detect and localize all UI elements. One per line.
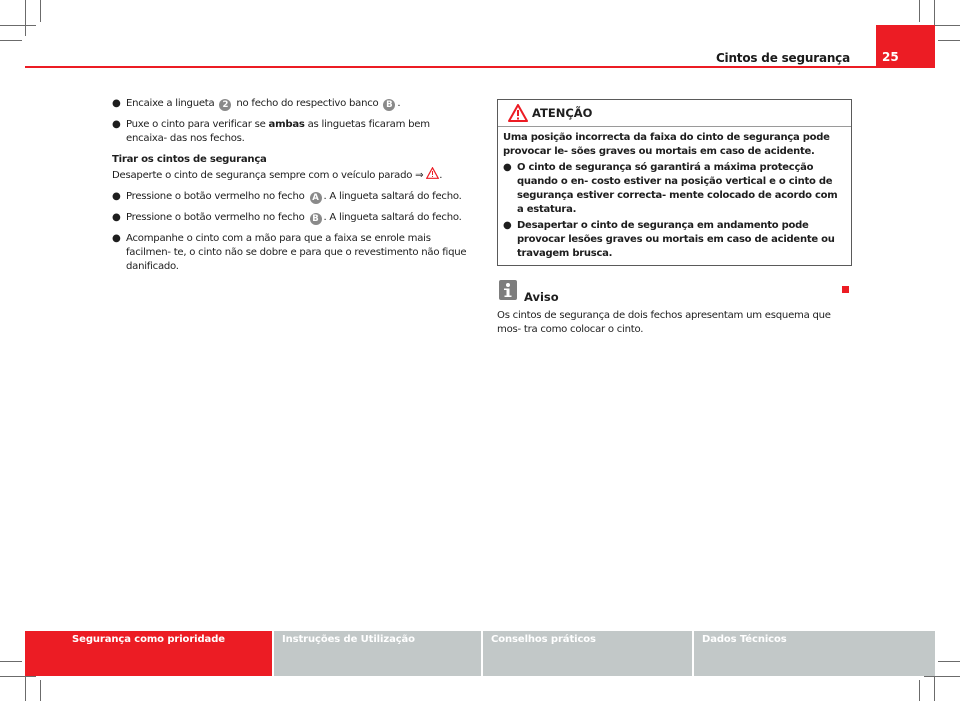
item-text: no fecho do respectivo banco	[233, 98, 382, 109]
item-text: Acompanhe o cinto com a mão para que a faixa se enrole mais facilmen- te, o cinto não se dobre e para que o revestimento não fique danificado.	[126, 233, 467, 272]
list-item	[112, 97, 467, 111]
warning-title: ATENÇÃO	[532, 106, 593, 120]
item-text: Pressione o botão vermelho no fecho	[126, 191, 308, 202]
warning-box	[497, 99, 852, 266]
warning-item	[503, 219, 845, 261]
bullet: ●	[112, 191, 121, 202]
item-text: Encaixe a lingueta	[126, 98, 218, 109]
header-rule	[25, 66, 935, 68]
crop-mark	[938, 661, 960, 662]
note-title: Aviso	[524, 290, 559, 304]
warning-item	[503, 161, 845, 217]
list-item	[112, 211, 467, 225]
emphasis-text: ambas	[268, 119, 305, 130]
crop-mark	[40, 680, 41, 701]
crop-mark	[0, 25, 36, 26]
item-text: . A lingueta saltará do fecho.	[323, 212, 462, 223]
list-item	[112, 118, 467, 146]
callout-marker: A	[310, 192, 322, 204]
subheading: Tirar os cintos de segurança	[112, 154, 267, 165]
list-item	[112, 232, 467, 274]
info-note-icon	[498, 279, 518, 301]
footer-tab-seguranca[interactable]: Segurança como prioridade	[25, 631, 272, 676]
page-number: 25	[882, 50, 899, 64]
bullet: ●	[112, 233, 121, 244]
callout-marker: B	[310, 213, 322, 225]
crop-mark	[919, 0, 920, 22]
footer-nav	[25, 631, 935, 676]
bullet: ●	[503, 162, 512, 173]
footer-tab-instrucoes[interactable]: Instruções de Utilização	[274, 631, 481, 676]
item-text: as linguetas ficaram bem encaixa- das nos fechos.	[126, 119, 430, 144]
bullet: ●	[112, 212, 121, 223]
crop-mark	[0, 661, 22, 662]
bullet: ●	[503, 220, 512, 231]
footer-tab-conselhos[interactable]: Conselhos práticos	[483, 631, 692, 676]
bullet: ●	[112, 98, 121, 109]
warning-triangle-icon	[508, 104, 528, 122]
warning-header	[498, 100, 851, 127]
intro-text: .	[439, 170, 443, 181]
right-column	[497, 99, 852, 344]
crop-mark	[924, 676, 960, 677]
section-end-marker	[842, 286, 849, 293]
crop-mark	[919, 680, 920, 701]
section-title: Cintos de segurança	[715, 51, 850, 65]
crop-mark	[0, 40, 22, 41]
footer-tab-dados[interactable]: Dados Técnicos	[694, 631, 935, 676]
warning-body	[498, 127, 851, 265]
item-text: .	[397, 98, 401, 109]
crop-mark	[40, 0, 41, 22]
intro-text: Desaperte o cinto de segurança sempre com o veículo parado ⇒	[112, 170, 427, 181]
callout-marker: 2	[219, 99, 231, 111]
list-item	[112, 190, 467, 204]
callout-marker: B	[383, 99, 395, 111]
crop-mark	[938, 40, 960, 41]
warning-paragraph: Uma posição incorrecta da faixa do cinto de segurança pode provocar le- sões graves ou mortais em caso de acidente.	[503, 132, 830, 157]
crop-mark	[0, 676, 36, 677]
item-text: Pressione o botão vermelho no fecho	[126, 212, 308, 223]
warning-text: Desapertar o cinto de segurança em andamento pode provocar lesões graves ou mortais em caso de acidente ou travagem brusca.	[517, 220, 835, 259]
bullet: ●	[112, 119, 121, 130]
crop-mark	[25, 0, 26, 36]
note-header	[497, 283, 852, 307]
intro-paragraph	[112, 167, 467, 183]
item-text: . A lingueta saltará do fecho.	[323, 191, 462, 202]
left-column	[112, 97, 467, 281]
warning-text: O cinto de segurança só garantirá a máxima protecção quando o en- costo estiver na posição vertical e o cinto de segurança estiver correcta- mente colocado de acordo com a estatura.	[517, 162, 838, 215]
warning-triangle-icon[interactable]	[426, 167, 439, 179]
item-text: Puxe o cinto para verificar se	[126, 119, 269, 130]
note-text: Os cintos de segurança de dois fechos apresentam um esquema que mos- tra como colocar o cinto.	[497, 310, 831, 335]
